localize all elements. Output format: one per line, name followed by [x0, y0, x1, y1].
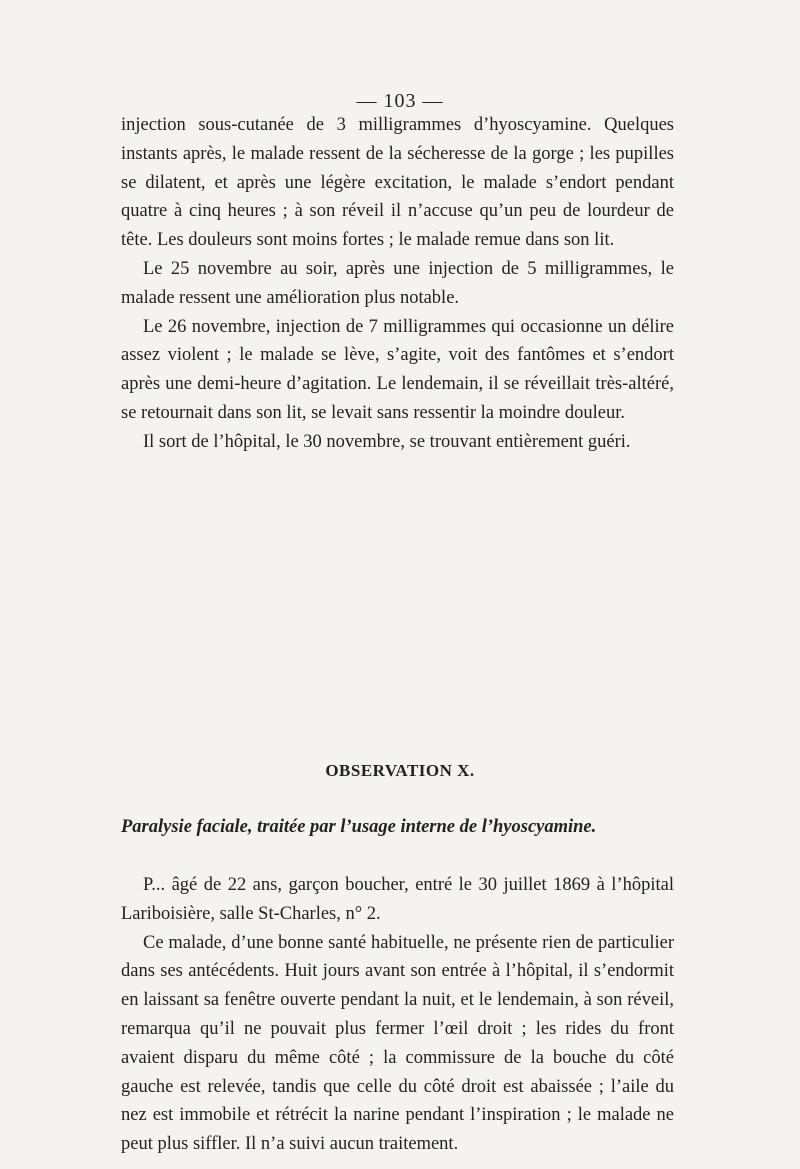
paragraph: Le 25 novembre au soir, après une injection de 5 milligrammes, le malade ressent une amélioration plus notable. — [121, 258, 674, 308]
paragraph: Le 26 novembre, injection de 7 milligrammes qui occasionne un délire assez violent ; le malade se lève, s’agite, voit des fantômes et s’endort après une demi-heure d’agitation. Le lendemain, il se réveillait très-altéré, se retournait dans son lit, se levait sans ressentir la moindre douleur. — [121, 316, 674, 423]
section-title: OBSERVATION X. — [325, 761, 475, 780]
body-text-bottom — [121, 871, 674, 1159]
paragraph: Ce malade, d’une bonne santé habituelle, ne présente rien de particulier dans ses antécédents. Huit jours avant son entrée à l’hôpital, il s’endormit en laissant sa fenêtre ouverte pendant la nuit, et le lendemain, à son réveil, remarqua qu’il ne pouvait plus fermer l’œil droit ; les rides du front avaient disparu du même côté ; la commissure de la bouche du côté gauche est relevée, tandis que celle du côté droit est abaissée ; l’aile du nez est immobile et rétrécit la narine pendant l’inspiration ; le malade ne peut plus siffler. Il n’a suivi aucun traitement. — [121, 932, 674, 1155]
section-subtitle: Paralysie faciale, traitée par l’usage interne de l’hyoscyamine. — [121, 817, 597, 837]
body-text-top — [121, 111, 674, 457]
paragraph: P... âgé de 22 ans, garçon boucher, entré le 30 juillet 1869 à l’hôpital Lariboisière, salle St-Charles, n° 2. — [121, 875, 674, 924]
paragraph: injection sous-cutanée de 3 milligrammes d’hyoscyamine. Quelques instants après, le malade ressent de la sécheresse de la gorge ; les pupilles se dilatent, et après une légère excitation, le malade s’endort pendant quatre à cinq heures ; à son réveil il n’accuse qu’un peu de lourdeur de tête. Les douleurs sont moins fortes ; le malade remue dans son lit. — [121, 115, 674, 251]
page-number: — 103 — — [356, 90, 444, 112]
paragraph: Il sort de l’hôpital, le 30 novembre, se trouvant entièrement guéri. — [143, 431, 631, 452]
